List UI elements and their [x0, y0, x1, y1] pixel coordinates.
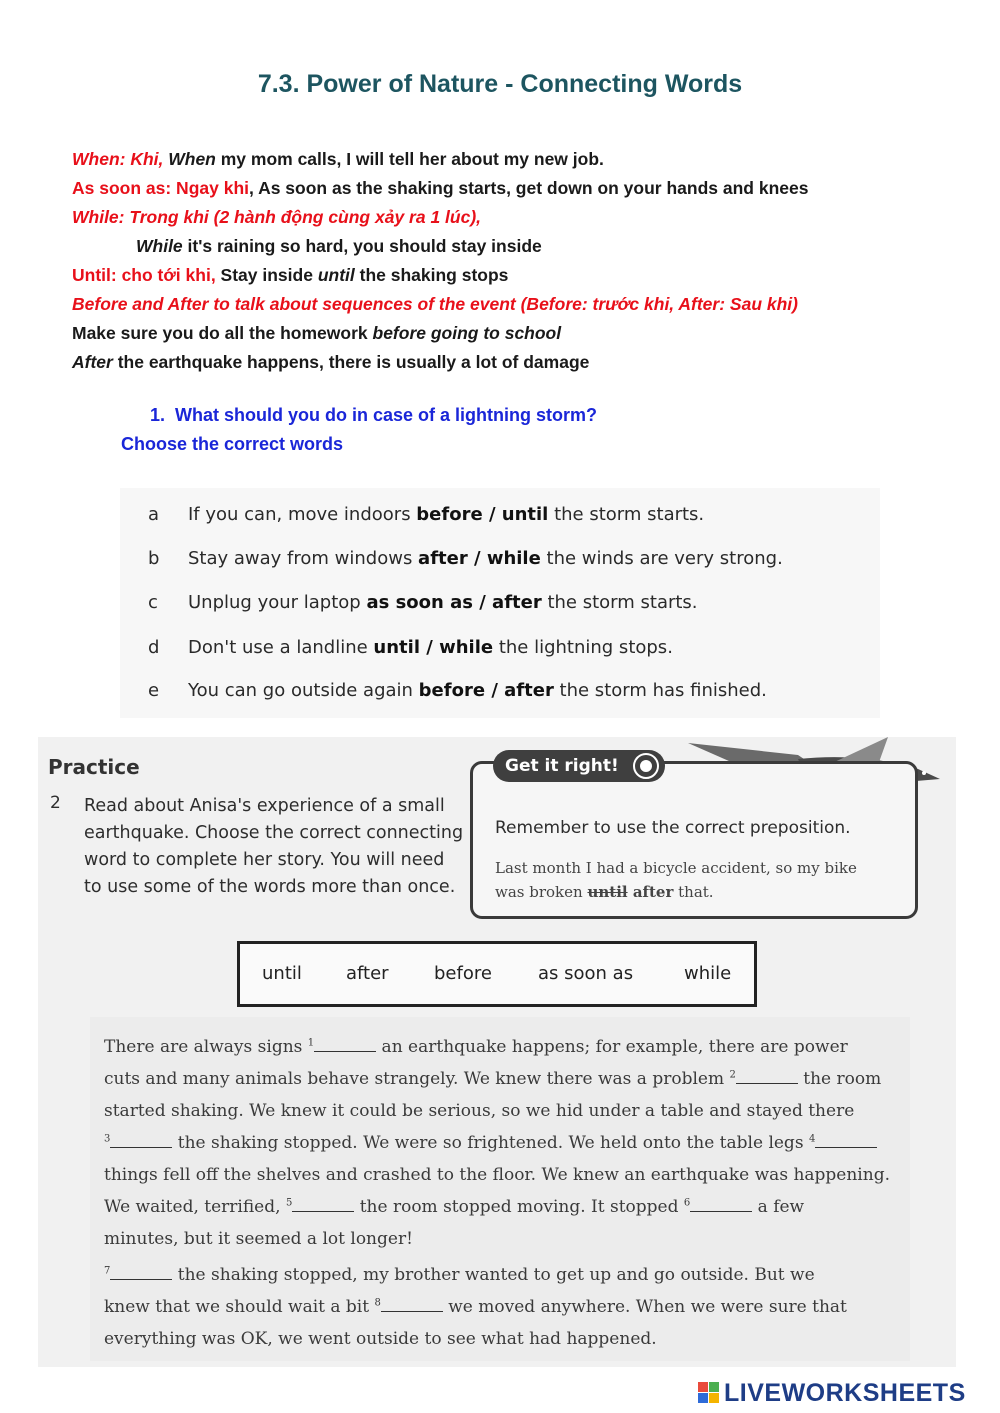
story-line: knew that we should wait a bit $^8$ we moved anywhere. When we were sure that [104, 1297, 847, 1317]
rule-until: Until: cho tới khi, Stay inside until the shaking stops [72, 265, 509, 285]
liveworksheets-icon [698, 1382, 720, 1404]
choice-item: c Unplug your laptop as soon as / after the storm starts. [148, 592, 698, 613]
blank-8[interactable] [381, 1299, 443, 1312]
get-it-right-tab: Get it right! [493, 750, 665, 782]
choice-options[interactable]: as soon as / after [366, 592, 542, 613]
story-line: $^7$ the shaking stopped, my brother wanted to get up and go outside. But we [104, 1265, 815, 1285]
story-text [90, 1017, 910, 1361]
choice-options[interactable]: before / until [416, 504, 549, 525]
blank-2[interactable] [736, 1071, 798, 1084]
rule-before-example: Make sure you do all the homework before going to school [72, 323, 562, 343]
blank-7[interactable] [110, 1267, 172, 1280]
story-line: There are always signs $^1$ an earthquake happens; for example, there are power [104, 1037, 848, 1057]
choice-list [120, 488, 880, 718]
target-icon [635, 755, 657, 777]
choice-item: a If you can, move indoors before / until the storm starts. [148, 504, 705, 525]
blank-3[interactable] [110, 1135, 172, 1148]
blank-1[interactable] [314, 1039, 376, 1052]
story-line: things fell off the shelves and crashed to the floor. We knew an earthquake was happening. [104, 1165, 890, 1185]
practice-heading: Practice [48, 755, 140, 779]
word-option: after [346, 963, 389, 984]
liveworksheets-logo: LIVEWORKSHEETS [698, 1378, 966, 1408]
word-option: before [434, 963, 492, 984]
blank-6[interactable] [690, 1199, 752, 1212]
word-option: as soon as [538, 963, 634, 984]
get-it-right-rule: Remember to use the correct preposition. [495, 818, 851, 838]
choice-item: b Stay away from windows after / while the winds are very strong. [148, 548, 783, 569]
get-it-right-example: Last month I had a bicycle accident, so my bike was broken until after that. [495, 859, 857, 901]
rule-while-label: While: Trong khi (2 hành động cùng xảy ra 1 lúc), [72, 207, 482, 227]
rule-as-soon-as: As soon as: Ngay khi, As soon as the shaking starts, get down on your hands and knees [72, 178, 809, 198]
exercise-number: 2 [50, 793, 61, 813]
story-line: everything was OK, we went outside to see what had happened. [104, 1329, 657, 1349]
story-line: cuts and many animals behave strangely. We knew there was a problem $^2$ the room [104, 1069, 882, 1089]
word-box [237, 941, 757, 1007]
story-line: minutes, but it seemed a lot longer! [104, 1229, 413, 1249]
practice-section [38, 737, 956, 1367]
story-line: $^3$ the shaking stopped. We were so frightened. We held onto the table legs $^4$ [104, 1133, 877, 1153]
blank-4[interactable] [815, 1135, 877, 1148]
choice-item: d Don't use a landline until / while the lightning stops. [148, 637, 673, 658]
rule-while-example: While it's raining so hard, you should stay inside [136, 236, 542, 256]
choice-options[interactable]: after / while [418, 548, 541, 569]
question-1: 1. What should you do in case of a lightning storm? [150, 405, 598, 425]
word-option: until [262, 963, 302, 984]
blank-5[interactable] [292, 1199, 354, 1212]
word-option: while [684, 963, 732, 984]
rule-when: When: Khi, When my mom calls, I will tell her about my new job. [72, 149, 604, 169]
choice-options[interactable]: before / after [418, 680, 554, 701]
story-line: started shaking. We knew it could be serious, so we hid under a table and stayed there [104, 1101, 855, 1121]
question-1-instruction: Choose the correct words [121, 434, 344, 454]
exercise-instructions: Read about Anisa's experience of a small earthquake. Choose the correct connecting word to complete her story. You will need to use some of the words more than once. [84, 796, 464, 897]
page-title: 7.3. Power of Nature - Connecting Words [257, 70, 743, 98]
get-it-right-box [470, 756, 918, 919]
story-line: We waited, terrified, $^5$ the room stopped moving. It stopped $^6$ a few [104, 1197, 805, 1217]
rule-after-example: After the earthquake happens, there is usually a lot of damage [72, 352, 590, 372]
choice-item: e You can go outside again before / after the storm has finished. [148, 680, 767, 701]
rules-section [72, 145, 808, 377]
choice-options[interactable]: until / while [373, 637, 494, 658]
rule-before-after-label: Before and After to talk about sequences of the event (Before: trước khi, After: Sau khi) [72, 294, 798, 314]
